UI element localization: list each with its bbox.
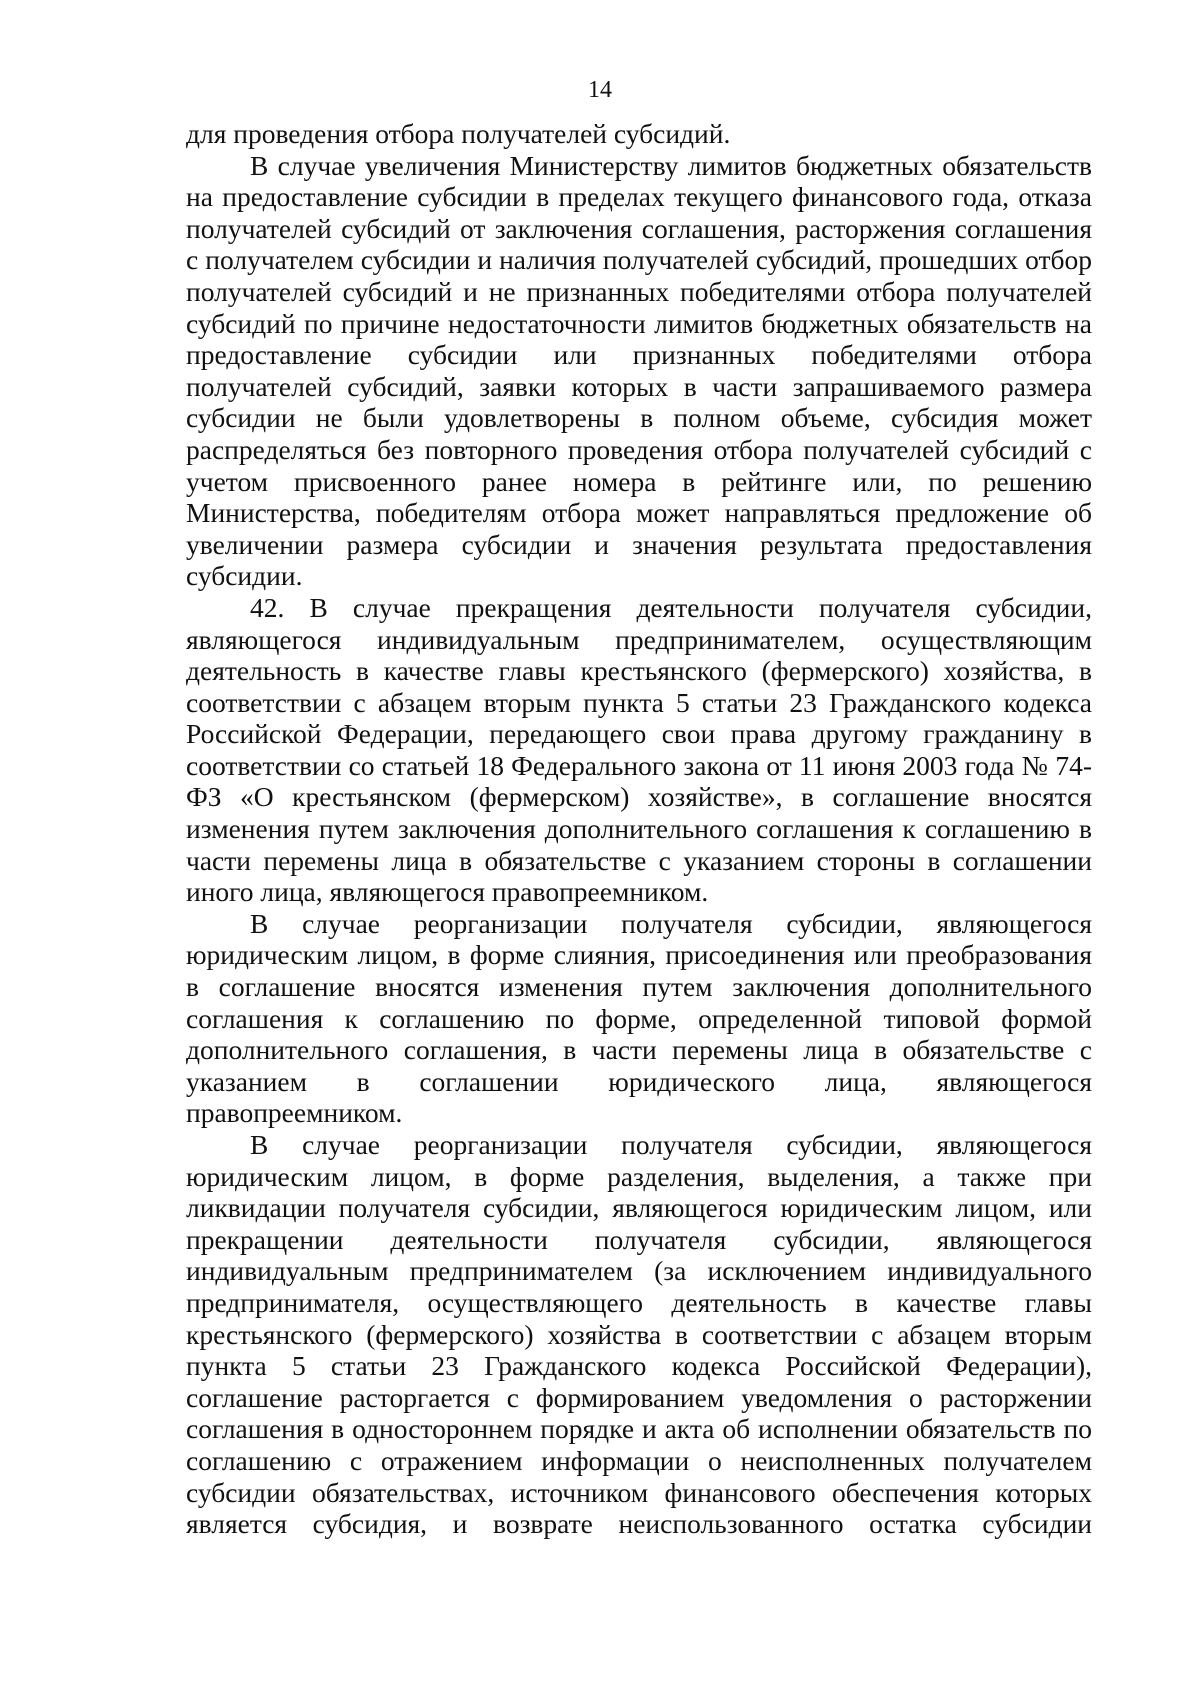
paragraph-reorganization-merger: В случае реорганизации получателя субсидии, являющегося юридическим лицом, в форме слияния, присоединения или преобразования в соглашение вносятся изменения путем заключения дополнительного соглашения к соглашению по форме, определенной типовой формой дополнительного соглашения, в части перемены лица в обязательстве с указанием в соглашении юридического лица, являющегося правопреемником.: [186, 907, 1092, 1129]
paragraph-item-42: 42. В случае прекращения деятельности получателя субсидии, являющегося индивидуальным предпринимателем, осуществляющим деятельность в качестве главы крестьянского (фермерского) хозяйства, в соответствии с абзацем вторым пункта 5 статьи 23 Гражданского кодекса Российской Федерации, передающего свои права другому гражданину в соответствии со статьей 18 Федерального закона от 11 июня 2003 года № 74-ФЗ «О крестьянском (фермерском) хозяйстве», в соглашение вносятся изменения путем заключения дополнительного соглашения к соглашению в части перемены лица в обязательстве с указанием стороны в соглашении иного лица, являющегося правопреемником.: [186, 591, 1092, 908]
paragraph-reorganization-division: В случае реорганизации получателя субсидии, являющегося юридическим лицом, в форме разделения, выделения, а также при ликвидации получателя субсидии, являющегося юридическим лицом, или прекращении деятельности получателя субсидии, являющегося индивидуальным предпринимателем (за исключением индивидуального предпринимателя, осуществляющего деятельность в качестве главы крестьянского (фермерского) хозяйства в соответствии с абзацем вторым пункта 5 статьи 23 Гражданского кодекса Российской Федерации), соглашение расторгается с формированием уведомления о расторжении соглашения в одностороннем порядке и акта об исполнении обязательств по соглашению с отражением информации о неисполненных получателем субсидии обязательствах, источником финансового обеспечения которых является субсидия, и возврате неиспользованного остатка субсидии: [186, 1129, 1092, 1540]
document-body: [186, 118, 1092, 1540]
page-number: 14: [588, 77, 612, 103]
paragraph-continuation: для проведения отбора получателей субсидий.: [186, 118, 731, 149]
paragraph-limits-increase: В случае увеличения Министерству лимитов бюджетных обязательств на предоставление субсидии в пределах текущего финансового года, отказа получателей субсидий от заключения соглашения, расторжения соглашения с получателем субсидии и наличия получателей субсидий, прошедших отбор получателей субсидий и не признанных победителями отбора получателей субсидий по причине недостаточности лимитов бюджетных обязательств на предоставление субсидии или признанных победителями отбора получателей субсидий, заявки которых в части запрашиваемого размера субсидии не были удовлетворены в полном объеме, субсидия может распределяться без повторного проведения отбора получателей субсидий с учетом присвоенного ранее номера в рейтинге или, по решению Министерства, победителям отбора может направляться предложение об увеличении размера субсидии и значения результата предоставления субсидии.: [186, 149, 1092, 592]
